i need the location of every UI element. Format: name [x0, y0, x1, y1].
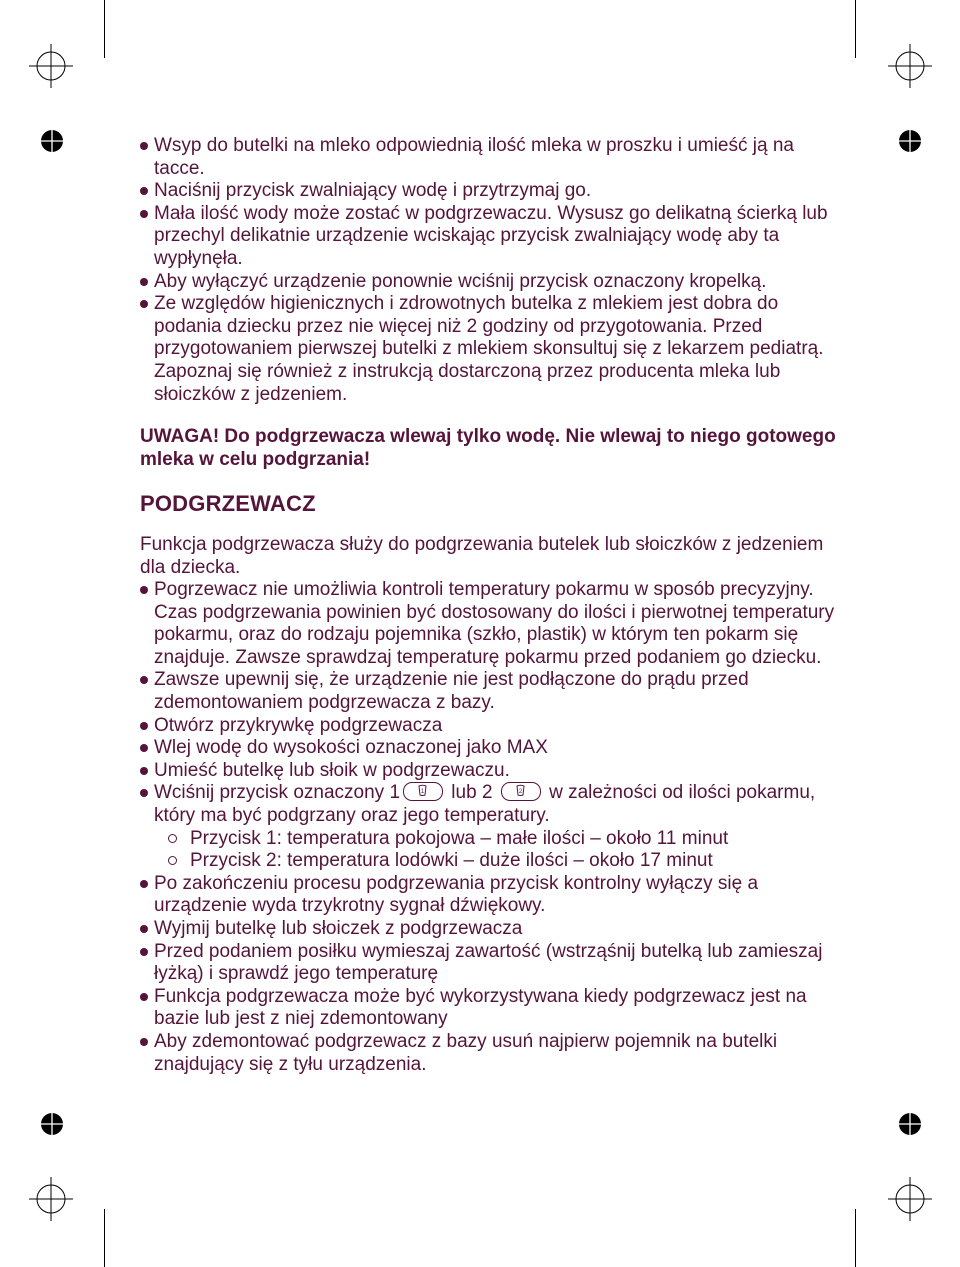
usage-steps-list: [140, 135, 840, 406]
list-item: Aby wyłączyć urządzenie ponownie wciśnij przycisk oznaczony kropelką.: [140, 271, 840, 294]
list-item: Aby zdemontować podgrzewacz z bazy usuń najpierw pojemnik na butelki znajdujący się z tyłu urządzenia.: [140, 1031, 840, 1076]
svg-text:1: 1: [420, 789, 425, 796]
crosshair-mark-bottom-right: [888, 1177, 932, 1221]
list-item: Przed podaniem posiłku wymieszaj zawartość (wstrząśnij butelką lub zamieszaj łyżką) i sprawdź jego temperaturę: [140, 941, 840, 986]
list-item: Wyjmij butelkę lub słoiczek z podgrzewacza: [140, 918, 840, 941]
list-item: Naciśnij przycisk zwalniający wodę i przytrzymaj go.: [140, 180, 840, 203]
warning-note: UWAGA! Do podgrzewacza wlewaj tylko wodę. Nie wlewaj to niego gotowego mleka w celu podgrzania!: [140, 426, 836, 470]
section-heading: PODGRZEWACZ: [140, 491, 316, 517]
crosshair-mark-bottom-left: [29, 1177, 73, 1221]
trim-line-top-left: [104, 0, 105, 58]
list-item: Otwórz przykrywkę podgrzewacza: [140, 715, 840, 738]
list-item: Zawsze upewnij się, że urządzenie nie jest podłączone do prądu przed zdemontowaniem podgrzewacza z bazy.: [140, 669, 840, 714]
trim-line-bottom-left: [104, 1209, 105, 1267]
press-text-part2: lub 2: [446, 782, 498, 804]
list-item: Po zakończeniu procesu podgrzewania przycisk kontrolny wyłączy się a urządzenie wyda trzykrotny sygnał dźwiękowy.: [140, 873, 840, 918]
section-intro: Funkcja podgrzewacza służy do podgrzewania butelek lub słoiczków z jedzeniem dla dziecka.: [140, 533, 824, 578]
press-text-part3: w zależności od ilości pokarmu, który ma być podgrzany oraz jego temperatury.: [154, 782, 816, 827]
warmer-button-1-icon: [403, 782, 443, 801]
list-item: Mała ilość wody może zostać w podgrzewaczu. Wysusz go delikatną ścierką lub przechyl delikatnie urządzenie wciskając przycisk zwalniający wodę aby ta wypłynęła.: [140, 203, 840, 271]
registration-mark-bottom-left: [39, 1111, 65, 1137]
list-item: Funkcja podgrzewacza może być wykorzystywana kiedy podgrzewacz jest na bazie lub jest z niej zdemontowany: [140, 986, 840, 1031]
warmer-button-2-icon: [501, 782, 541, 801]
instruction-content: [140, 135, 840, 1076]
crosshair-mark-top-right: [888, 44, 932, 88]
list-item: Ze względów higienicznych i zdrowotnych butelka z mlekiem jest dobra do podania dziecku przez nie więcej niż 2 godziny od przygotowania. Przed przygotowaniem pierwszej butelki z mlekiem skonsultuj się z lekarzem pediatrą. Zapoznaj się również z instrukcją dostarczoną przez producenta mleka lub słoiczków z jedzeniem.: [140, 293, 840, 406]
sub-list-item: Przycisk 2: temperatura lodówki – duże ilości – około 17 minut: [154, 850, 840, 873]
list-item-press-button: [140, 782, 840, 872]
registration-mark-bottom-right: [897, 1111, 923, 1137]
registration-mark-top-left: [39, 128, 65, 154]
svg-text:2: 2: [518, 789, 522, 796]
trim-line-bottom-right: [855, 1209, 856, 1267]
registration-mark-top-right: [897, 128, 923, 154]
crosshair-mark-top-left: [29, 44, 73, 88]
button-options-list: [154, 828, 840, 873]
list-item: Wsyp do butelki na mleko odpowiednią ilość mleka w proszku i umieść ją na tacce.: [140, 135, 840, 180]
press-text-part1: Wciśnij przycisk oznaczony 1: [154, 782, 401, 804]
warmer-steps-list: [140, 579, 840, 1076]
list-item: Pogrzewacz nie umożliwia kontroli temperatury pokarmu w sposób precyzyjny. Czas podgrzewania powinien być dostosowany do ilości i pierwotnej temperatury pokarmu, oraz do rodzaju pojemnika (szkło, plastik) w którym ten pokarm się znajduje. Zawsze sprawdzaj temperaturę pokarmu przed podaniem go dziecku.: [140, 579, 840, 669]
sub-list-item: Przycisk 1: temperatura pokojowa – małe ilości – około 11 minut: [154, 828, 840, 851]
trim-line-top-right: [855, 0, 856, 58]
list-item: Wlej wodę do wysokości oznaczonej jako MAX: [140, 737, 840, 760]
list-item: Umieść butelkę lub słoik w podgrzewaczu.: [140, 760, 840, 783]
